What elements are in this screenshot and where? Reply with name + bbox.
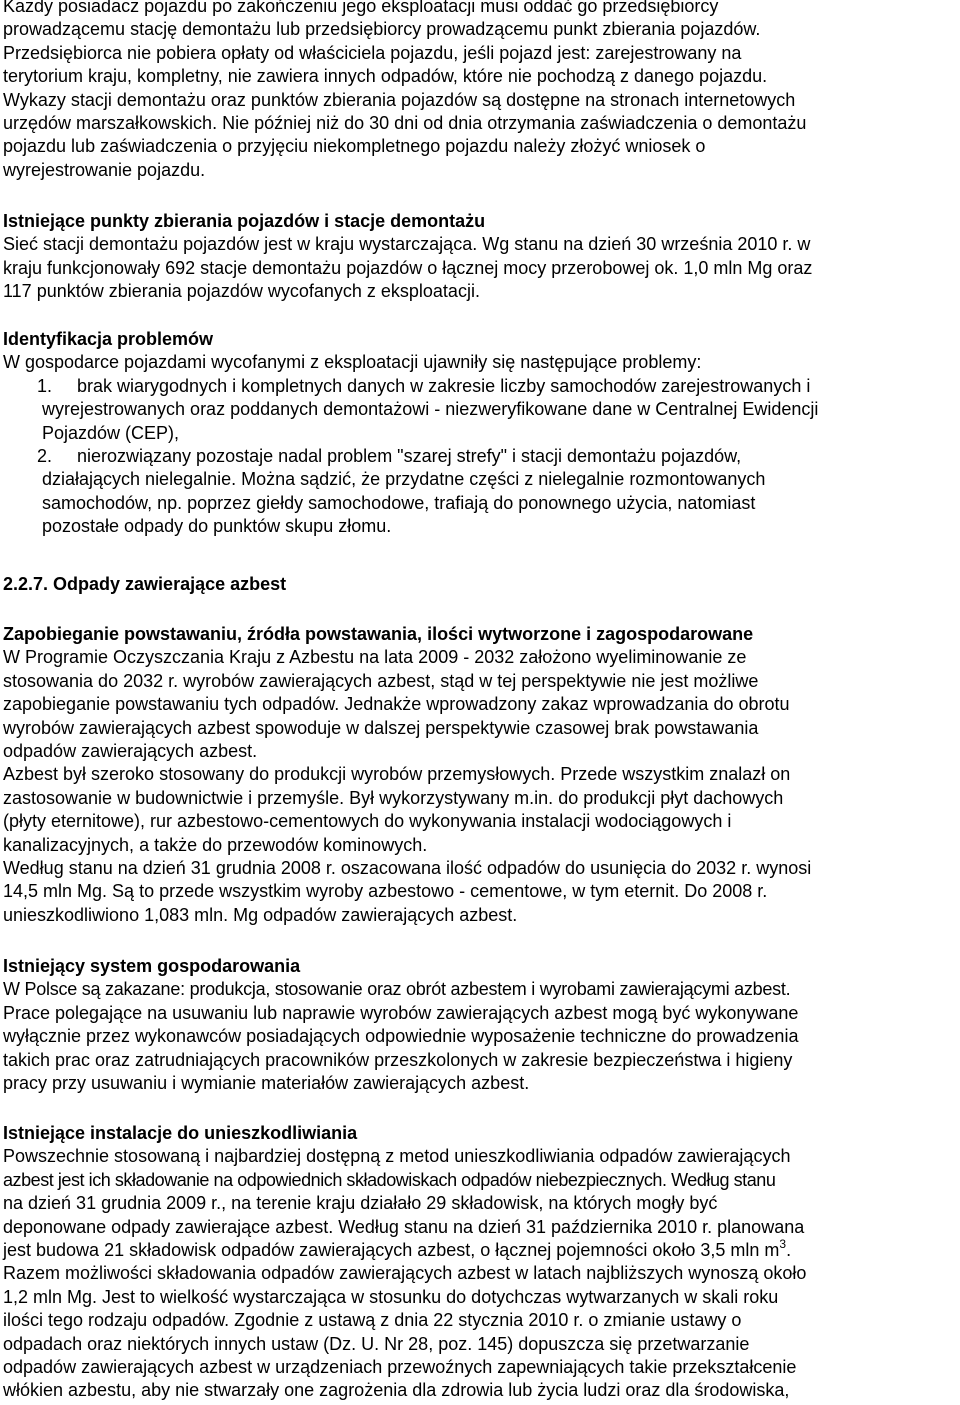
text-line: na dzień 31 grudnia 2009 r., na terenie kraju działało 29 składowisk, na których mogły być (3, 1193, 718, 1214)
text-line: Powszechnie stosowaną i najbardziej dostępną z metod unieszkodliwiania odpadów zawierających (3, 1146, 791, 1167)
text-line: pracy przy usuwaniu i wymianie materiałów zawierających azbest. (3, 1073, 530, 1094)
numbered-list (3, 375, 958, 539)
text-line: kanalizacyjnych, a także do przewodów kominowych. (3, 834, 428, 855)
text-line: Wykazy stacji demontażu oraz punktów zbierania pojazdów są dostępne na stronach internetowych (3, 89, 796, 110)
problems-section (3, 328, 958, 539)
text-line: 14,5 mln Mg. Są to przede wszystkim wyroby azbestowo - cementowe, w tym eternit. Do 2008 r. (3, 881, 768, 902)
text-line: terytorium kraju, kompletny, nie zawiera innych odpadów, które nie pochodzą z danego pojazdu. (3, 66, 768, 87)
list-text: Pojazdów (CEP), (42, 422, 180, 443)
text-line-with-superscript (3, 1239, 958, 1262)
list-text: nierozwiązany pozostaje nadal problem "szarej strefy" i stacji demontażu pojazdów, (77, 446, 742, 467)
text-line: wyrobów zawierających azbest spowoduje w dalszej perspektywie czasowej brak powstawania (3, 717, 759, 738)
list-text: działających nielegalnie. Można sądzić, że przydatne części z nielegalnie rozmontowanych (42, 469, 766, 490)
text-line: odpadów zawierających azbest. (3, 741, 258, 762)
chapter-heading: 2.2.7. Odpady zawierające azbest (3, 574, 287, 594)
text-line: wyłącznie przez wykonawców posiadających odpowiednie wyposażenie techniczne do prowadzenia (3, 1026, 799, 1047)
intro-paragraph (3, 0, 958, 182)
text-line: Razem możliwości składowania odpadów zawierających azbest w latach najbliższych wynoszą około (3, 1263, 807, 1284)
text-line: wyrejestrowanie pojazdu. (3, 159, 206, 180)
list-number: 1. (37, 375, 53, 396)
text-line: azbest jest ich składowanie na odpowiednich składowiskach odpadów niebezpiecznych. Według stanu (3, 1169, 776, 1190)
prevention-section (3, 623, 958, 927)
section-heading: Istniejący system gospodarowania (3, 956, 301, 976)
list-text: brak wiarygodnych i kompletnych danych w zakresie liczby samochodów zarejestrowanych i (77, 375, 811, 396)
list-item (3, 445, 958, 539)
text-line: 1,2 mln Mg. Jest to wielkość wystarczająca w stosunku do dotychczas wytwarzanych w skali roku (3, 1286, 779, 1307)
list-number: 2. (37, 446, 53, 467)
section-heading: Identyfikacja problemów (3, 329, 214, 349)
text-line: Każdy posiadacz pojazdu po zakończeniu jego eksploatacji musi oddać go przedsiębiorcy (3, 0, 719, 16)
list-item (3, 375, 958, 445)
text-line: Według stanu na dzień 31 grudnia 2008 r. oszacowana ilość odpadów do usunięcia do 2032 r. wynosi (3, 858, 812, 879)
section-heading: Istniejące instalacje do unieszkodliwiania (3, 1123, 358, 1143)
list-text: samochodów, np. poprzez giełdy samochodowe, trafiają do ponownego użycia, natomiast (42, 492, 756, 513)
text-line: odpadów zawierających azbest w urządzeniach przewoźnych zapewniających takie przekształcenie (3, 1357, 797, 1378)
section-heading: Istniejące punkty zbierania pojazdów i stacje demontażu (3, 211, 486, 231)
text-line: stosowania do 2032 r. wyrobów zawierających azbest, stąd w tej perspektywie nie jest możliwe (3, 670, 759, 691)
disposal-installations-section (3, 1122, 958, 1403)
text-line: kraju funkcjonowały 692 stacje demontażu pojazdów o łącznej mocy przerobowej ok. 1,0 mln Mg oraz (3, 257, 813, 278)
text-fragment: . (786, 1240, 792, 1261)
collection-points-section (3, 210, 958, 304)
text-line: zapobieganie powstawaniu tych odpadów. Jednakże wprowadzony zakaz wprowadzania do obrotu (3, 694, 790, 715)
list-text: pozostałe odpady do punktów skupu złomu. (42, 516, 392, 537)
superscript: 3 (779, 1237, 787, 1252)
text-line: Przedsiębiorca nie pobiera opłaty od właściciela pojazdu, jeśli pojazd jest: zarejestrowany na (3, 42, 742, 63)
text-line: Sieć stacji demontażu pojazdów jest w kraju wystarczająca. Wg stanu na dzień 30 września 2010 r. w (3, 234, 811, 255)
chapter-section (3, 573, 958, 596)
text-fragment: jest budowa 21 składowisk odpadów zawierających azbest, o łącznej pojemności około 3,5 mln m (3, 1240, 780, 1261)
text-line: ilości tego rodzaju odpadów. Zgodnie z ustawą z dnia 22 stycznia 2010 r. o zmianie ustawy o (3, 1310, 742, 1331)
text-line: zastosowanie w budownictwie i przemyśle. Był wykorzystywany m.in. do produkcji płyt dachowych (3, 787, 784, 808)
text-line: W gospodarce pojazdami wycofanymi z eksploatacji ujawniły się następujące problemy: (3, 352, 702, 373)
section-heading: Zapobieganie powstawaniu, źródła powstawania, ilości wytworzone i zagospodarowane (3, 624, 754, 644)
text-line: prowadzącemu stację demontażu lub przedsiębiorcy prowadzącemu punkt zbierania pojazdów. (3, 19, 761, 40)
list-text: wyrejestrowanych oraz poddanych demontażowi - niezweryfikowane dane w Centralnej Ewidencji (42, 399, 819, 420)
text-line: Azbest był szeroko stosowany do produkcji wyrobów przemysłowych. Przede wszystkim znalazł on (3, 764, 791, 785)
text-line: deponowane odpady zawierające azbest. Według stanu na dzień 31 października 2010 r. planowana (3, 1216, 805, 1237)
text-line: Prace polegające na usuwaniu lub naprawie wyrobów zawierających azbest mogą być wykonywane (3, 1002, 799, 1023)
text-line: pojazdu lub zaświadczenia o przyjęciu niekompletnego pojazdu należy złożyć wniosek o (3, 136, 706, 157)
text-line: W Polsce są zakazane: produkcja, stosowanie oraz obrót azbestem i wyrobami zawierającymi azbest. (3, 979, 791, 1000)
text-line: (płyty eternitowe), rur azbestowo-cementowych do wykonywania instalacji wodociągowych i (3, 811, 732, 832)
text-line: urzędów marszałkowskich. Nie później niż do 30 dni od dnia otrzymania zaświadczenia o demontażu (3, 113, 807, 134)
text-line: włókien azbestu, aby nie stwarzały one zagrożenia dla zdrowia lub życia ludzi oraz dla środowiska, (3, 1380, 790, 1401)
text-line: W Programie Oczyszczania Kraju z Azbestu na lata 2009 - 2032 założono wyeliminowanie ze (3, 647, 747, 668)
text-line: odpadach oraz niektórych innych ustaw (Dz. U. Nr 28, poz. 145) dopuszcza się przetwarzanie (3, 1333, 750, 1354)
text-line: takich prac oraz zatrudniających pracowników przeszkolonych w zakresie bezpieczeństwa i higieny (3, 1049, 793, 1070)
text-line: unieszkodliwiono 1,083 mln. Mg odpadów zawierających azbest. (3, 904, 518, 925)
management-system-section (3, 955, 958, 1095)
text-line: 117 punktów zbierania pojazdów wycofanych z eksploatacji. (3, 281, 480, 302)
